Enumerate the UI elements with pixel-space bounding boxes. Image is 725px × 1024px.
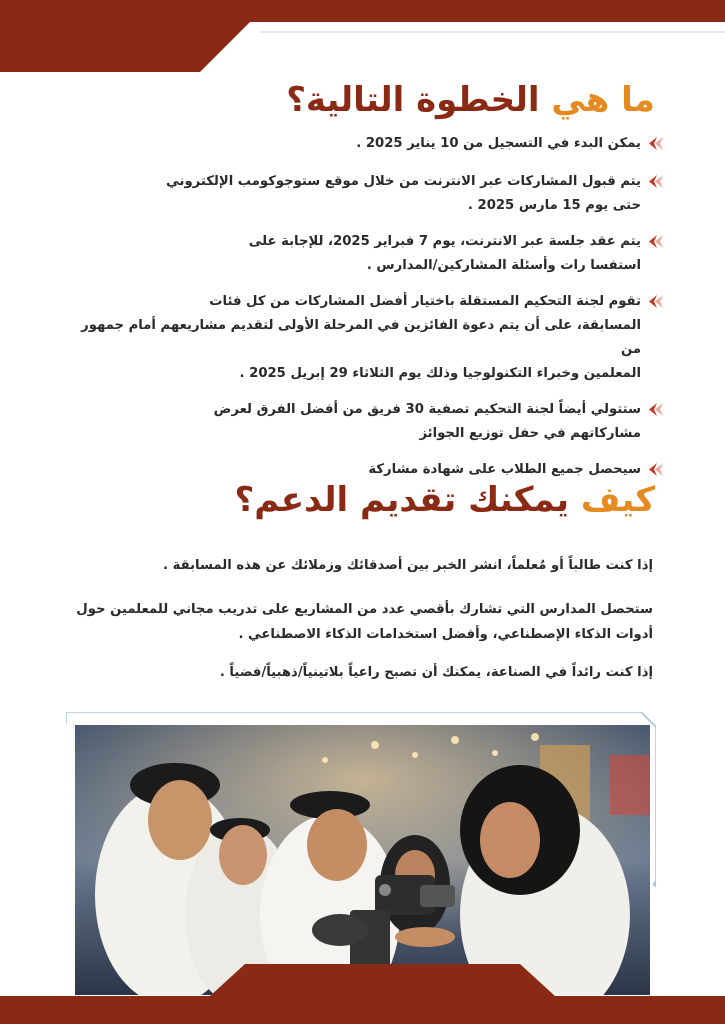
list-item	[63, 132, 663, 156]
list-item-line: المسابقة، على أن يتم دعوة الفائزين في المرحلة الأولى لتقديم مشاريعهم أمام جمهور من	[81, 318, 641, 357]
list-item	[63, 398, 663, 446]
heading-highlight: ما هي	[551, 80, 655, 120]
support-paragraph	[63, 660, 653, 685]
list-item-line: استفسا رات وأسئلة المشاركين/المدارس .	[366, 258, 641, 273]
top-decorative-band	[0, 0, 725, 75]
support-paragraph	[63, 597, 653, 647]
bottom-decorative-band	[0, 964, 725, 1024]
double-arrow-icon	[648, 403, 663, 416]
list-item-line: سيحصل جميع الطلاب على شهادة مشاركة	[368, 462, 641, 477]
double-arrow-icon	[648, 295, 663, 308]
list-item-line: تقوم لجنة التحكيم المستقلة باختيار أفضل المشاركات من كل فئات	[209, 294, 641, 309]
heading-main: الخطوة التالية؟	[286, 80, 540, 120]
double-arrow-icon	[648, 463, 663, 476]
list-item-line: ستتولي أيضاً لجنة التحكيم تصفية 30 فريق من أفضل الفرق لعرض	[213, 402, 641, 417]
list-item-line: يتم عقد جلسة عبر الانترنت، يوم 7 فبراير 2025، للإجابة على	[248, 234, 641, 249]
paragraph-line: إذا كنت طالباً أو مُعلماً، انشر الخبر بين أصدقائك وزملائك عن هذه المسابقة .	[163, 558, 653, 573]
list-item-line: حتى يوم 15 مارس 2025 .	[467, 198, 641, 213]
double-arrow-icon	[648, 175, 663, 188]
list-item-line: يتم قبول المشاركات عبر الانترنت من خلال موقع ستوجوكومب الإلكتروني	[166, 174, 641, 189]
double-arrow-icon	[648, 235, 663, 248]
next-steps-list	[63, 132, 663, 482]
heading-main: يمكنك تقديم الدعم؟	[234, 480, 569, 520]
list-item	[63, 290, 663, 386]
how-to-support-heading	[234, 478, 655, 522]
list-item	[63, 230, 663, 278]
list-item-line: المعلمين وخبراء التكنولوجيا وذلك يوم الثلاثاء 29 إبريل 2025 .	[239, 366, 641, 381]
list-item	[63, 170, 663, 218]
paragraph-line: ستحصل المدارس التي تشارك بأقصي عدد من المشاريع على تدريب مجاني للمعلمين حول	[76, 602, 653, 617]
paragraph-line: إذا كنت رائداً في الصناعة، يمكنك أن تصبح راعياً بلاتينياً/ذهبياً/فضياً .	[219, 665, 653, 680]
list-item-line: مشاركاتهم في حفل توزيع الجوائز	[419, 426, 641, 441]
students-robotics-photo	[75, 725, 650, 995]
paragraph-line: أدوات الذكاء الإصطناعي، وأفضل استخدامات الذكاء الاصطناعي .	[238, 627, 653, 642]
list-item-line: يمكن البدء في التسجيل من 10 يناير 2025 .	[356, 136, 641, 151]
double-arrow-icon	[648, 137, 663, 150]
heading-highlight: كيف	[580, 480, 655, 520]
support-paragraph	[63, 553, 653, 578]
next-step-heading	[286, 78, 655, 122]
